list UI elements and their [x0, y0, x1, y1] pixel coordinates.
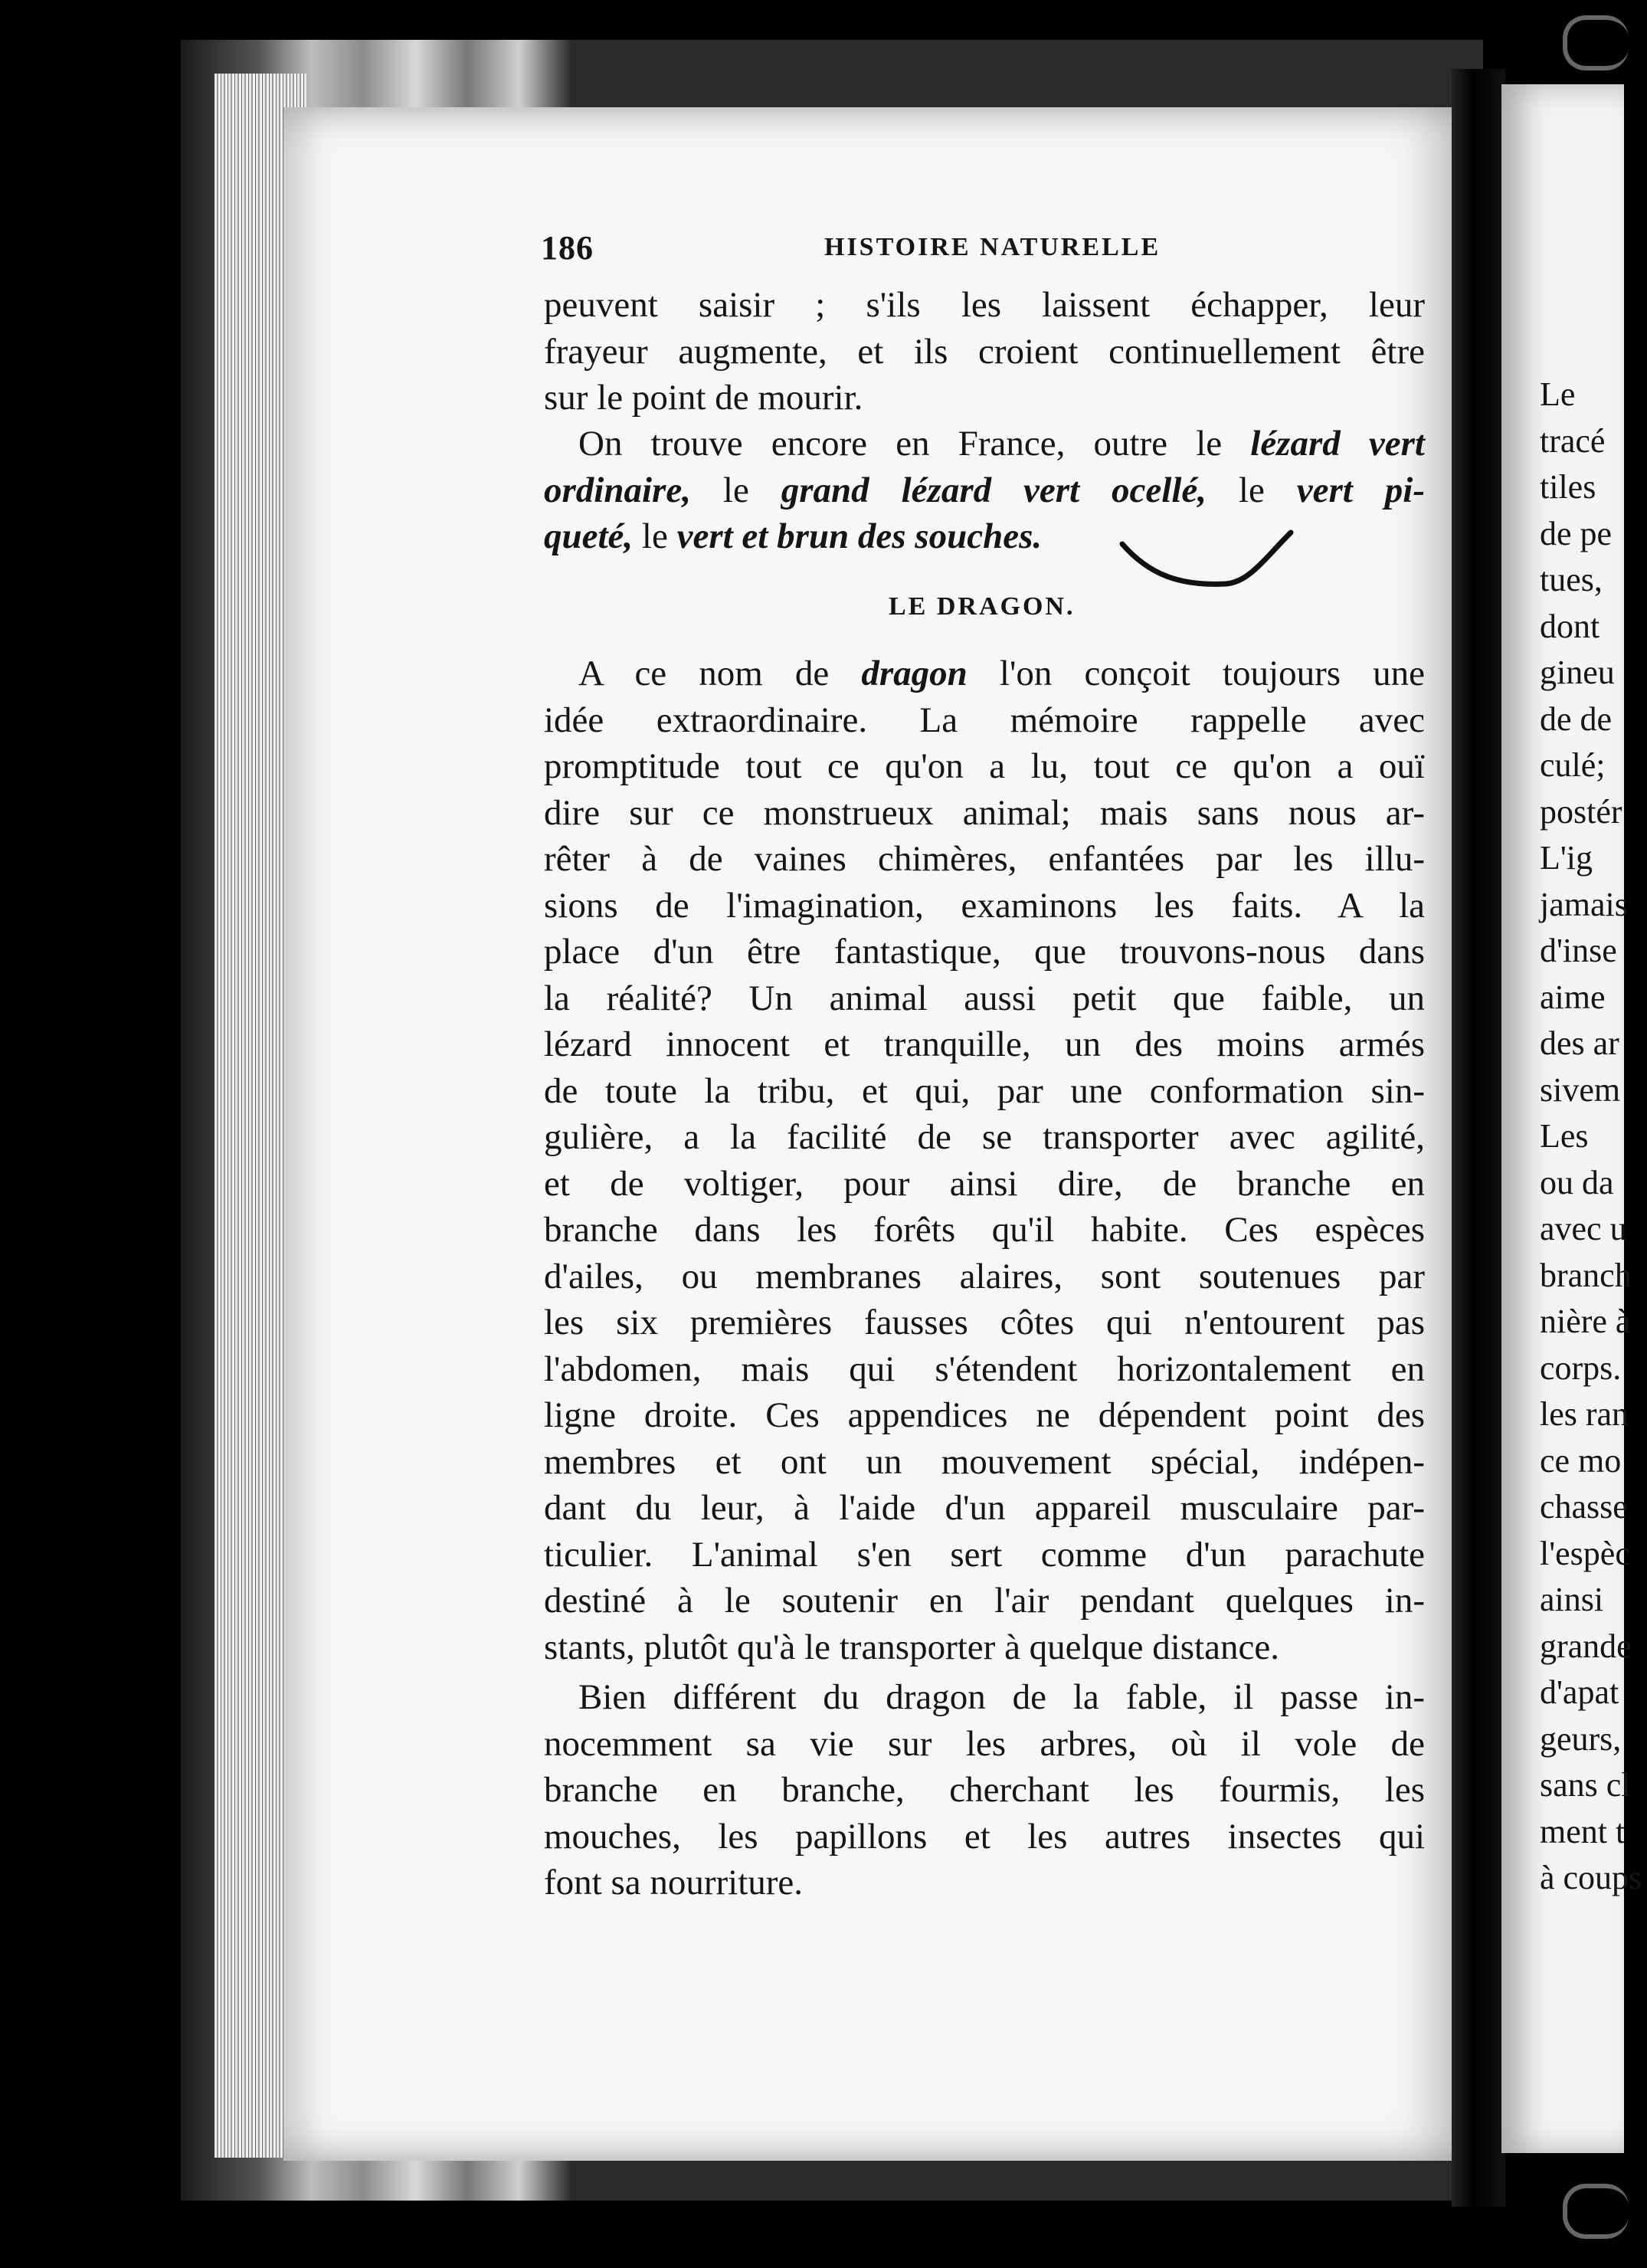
section-title: LE DRAGON.: [889, 592, 1076, 621]
right-page-line: de pe: [1540, 514, 1613, 552]
right-page-line: branch: [1540, 1256, 1632, 1294]
text-line: d'ailes, ou membranes alaires, sont soutenues par: [544, 1256, 1425, 1296]
page-number: 186: [541, 229, 594, 267]
text-line: idée extraordinaire. La mémoire rappelle avec: [544, 700, 1425, 740]
right-page-line: Le: [1540, 375, 1576, 413]
text-line: branche en branche, cherchant les fourmis, les: [544, 1770, 1425, 1810]
right-page-line: ce mo: [1540, 1441, 1622, 1480]
right-page-line: à coups: [1540, 1859, 1642, 1896]
right-page-line: ou da: [1540, 1163, 1614, 1201]
right-page-line: geurs,: [1540, 1719, 1622, 1758]
running-head: [541, 228, 1399, 267]
text-line: branche dans les forêts qu'il habite. Ces espèces: [544, 1210, 1425, 1250]
text-line: frayeur augmente, et ils croient continuellement être: [544, 331, 1425, 372]
right-page-line: des ar: [1540, 1024, 1619, 1062]
right-page-line: jamais: [1540, 885, 1628, 923]
right-page-line: l'espèc: [1540, 1534, 1630, 1572]
right-page-line: dont: [1540, 607, 1600, 645]
text-line: dant du leur, à l'aide d'un appareil musculaire par-: [544, 1488, 1425, 1528]
right-page-line: L'ig: [1540, 839, 1593, 877]
text-line: On trouve encore en France, outre le lézard vert: [578, 424, 1425, 464]
right-page-line: les ran: [1540, 1395, 1629, 1433]
right-page-line: de de: [1540, 700, 1613, 738]
text-line: place d'un être fantastique, que trouvons-nous dans: [544, 932, 1425, 972]
text-line: gulière, a la facilité de se transporter avec agilité,: [544, 1117, 1425, 1157]
text-line: font sa nourriture.: [544, 1863, 804, 1903]
text-line: ligne droite. Ces appendices ne dépendent point des: [544, 1395, 1425, 1435]
right-page-text: [1540, 372, 1647, 1902]
text-line: destiné à le soutenir en l'air pendant quelques in-: [544, 1581, 1425, 1621]
right-page-line: corps.: [1540, 1349, 1622, 1387]
corner-ornament-icon: [1563, 2184, 1629, 2239]
paragraph-4: [544, 1674, 1425, 1906]
right-page-line: culé;: [1540, 746, 1606, 784]
emphasized-word: dragon: [861, 654, 968, 693]
right-page-line: aime: [1540, 978, 1606, 1016]
right-page-line: postér: [1540, 792, 1622, 831]
right-page-line: Les: [1540, 1117, 1589, 1155]
text-line: Bien différent du dragon de la fable, il passe in-: [578, 1677, 1425, 1717]
right-page-line: d'apat: [1540, 1673, 1619, 1711]
text-line: queté, le vert et brun des souches.: [544, 516, 1043, 556]
right-page-line: tiles: [1540, 468, 1596, 506]
text-line: dire sur ce monstrueux animal; mais sans nous ar-: [544, 792, 1425, 833]
text-line: promptitude tout ce qu'on a lu, tout ce qu'on a ouï: [544, 746, 1425, 786]
text-line: sions de l'imagination, examinons les faits. A la: [544, 885, 1425, 926]
right-page-line: sans cl: [1540, 1766, 1631, 1804]
right-page-line: chasse: [1540, 1488, 1628, 1526]
right-page-line: sivem: [1540, 1070, 1621, 1109]
text-line: lézard innocent et tranquille, un des moins armés: [544, 1024, 1425, 1064]
text-line: peuvent saisir ; s'ils les laissent échapper, leur: [544, 285, 1425, 325]
text-line: la réalité? Un animal aussi petit que faible, un: [544, 978, 1425, 1018]
text-line: ordinaire, le grand lézard vert ocellé, le vert pi-: [544, 470, 1426, 510]
text-line: l'abdomen, mais qui s'étendent horizontalement en: [544, 1349, 1425, 1389]
right-page-line: avec u: [1540, 1210, 1627, 1247]
text-line: sur le point de mourir.: [544, 378, 863, 418]
text-line: ticulier. L'animal s'en sert comme d'un parachute: [544, 1534, 1425, 1575]
right-page-line: grande: [1540, 1627, 1632, 1665]
text-line: mouches, les papillons et les autres insectes qui: [544, 1816, 1425, 1857]
page-heading: HISTOIRE NATURELLE: [824, 233, 1161, 261]
paragraph-1: [544, 282, 1425, 421]
right-page-line: d'inse: [1540, 932, 1617, 969]
pencil-mark-icon: [1118, 529, 1295, 605]
text-line: membres et ont un mouvement spécial, indépen-: [544, 1441, 1425, 1482]
book-gutter: [1452, 69, 1505, 2207]
right-page-line: nière à: [1540, 1303, 1631, 1340]
right-page-line: ment t: [1540, 1812, 1626, 1850]
text-line: de toute la tribu, et qui, par une conformation sin-: [544, 1070, 1425, 1111]
corner-ornament-icon: [1563, 15, 1629, 70]
text-line: rêter à de vaines chimères, enfantées par les illu-: [544, 839, 1425, 879]
paragraph-3: [544, 651, 1425, 1670]
text-line: et de voltiger, pour ainsi dire, de branche en: [544, 1163, 1425, 1204]
right-page-line: gineu: [1540, 654, 1615, 691]
text-line: les six premières fausses côtes qui n'entourent pas: [544, 1303, 1425, 1342]
text-line: A ce nom de dragon l'on conçoit toujours une: [578, 654, 1425, 693]
right-page-line: tues,: [1540, 561, 1603, 598]
right-page-line: tracé: [1540, 421, 1606, 460]
right-page-line: ainsi: [1540, 1581, 1604, 1618]
text-line: stants, plutôt qu'à le transporter à quelque distance.: [544, 1627, 1279, 1667]
text-line: nocemment sa vie sur les arbres, où il vole de: [544, 1723, 1425, 1764]
